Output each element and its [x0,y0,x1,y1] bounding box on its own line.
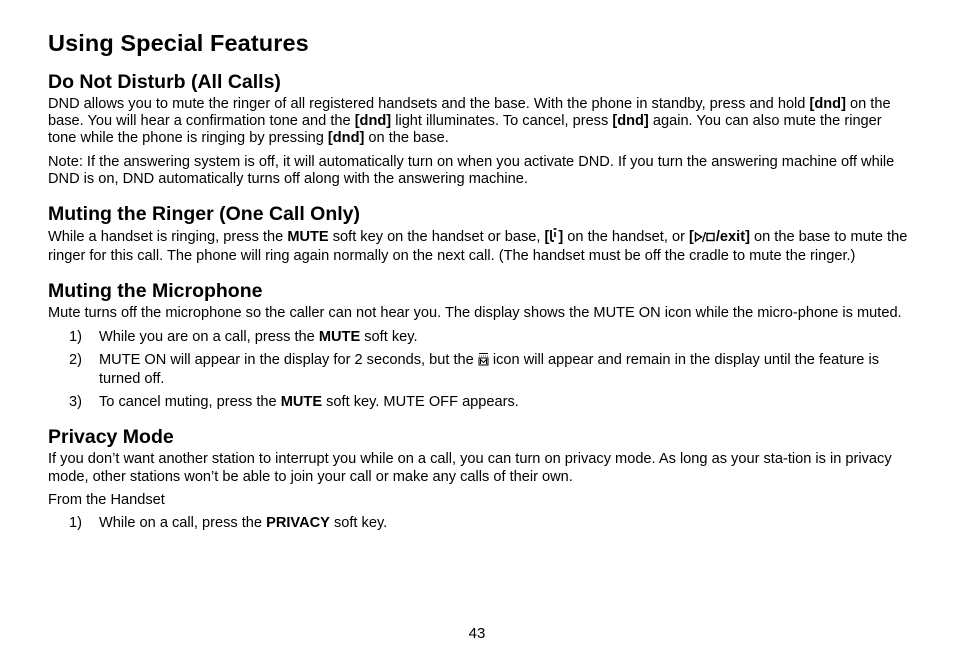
dnd-text-1: DND allows you to mute the ringer of all registered handsets and the base. With the phone in standby, press and hold [48,96,810,112]
privacy-section [48,425,908,532]
exit-label: /exit] [715,229,750,246]
dnd-key-label: [dnd] [354,113,392,130]
step-text: To cancel muting, press the [99,394,281,411]
dnd-text-4: again. You can also mute the ringer tone while the phone is ringing by pressing [48,113,882,147]
step-number: 1) [69,328,82,345]
page-number: 43 [468,625,486,642]
microphone-heading: Muting the Microphone [48,280,263,303]
dnd-text-2: on the base. You will hear a confirmation tone and the [48,96,891,130]
list-item [48,352,908,388]
dnd-heading: Do Not Disturb (All Calls) [48,71,281,93]
dnd-paragraph [48,96,908,148]
dnd-key-label: [dnd] [612,113,649,130]
ringer-exit-key [689,229,750,245]
ringer-text-4: on the base to mute the ringer for this call. The phone will ring again normally on the next call. (The handset must be off the cradle to mute the ringer.) [48,229,908,265]
bracket-open: [ [544,229,550,246]
dnd-text-3: light illuminates. To cancel, press [391,113,613,130]
ringer-section [48,202,908,265]
ringer-text-2: soft key on the handset or base, [328,229,545,246]
dnd-key-label: [dnd] [327,130,365,147]
step-text: soft key. [360,328,418,345]
step-number: 3) [69,394,82,411]
phone-ringer-icon [549,228,558,248]
microphone-section [48,279,908,411]
list-item [48,329,908,346]
privacy-subheading: From the Handset [48,491,165,508]
dnd-text-5: on the base. [364,130,449,147]
step-number: 1) [69,515,82,532]
mute-key-label: MUTE [280,394,323,411]
mute-key-label: MUTE [318,328,361,345]
step-text: soft key. MUTE OFF appears. [322,394,519,411]
bracket-open: [ [689,229,694,246]
step-number: 2) [69,351,82,368]
step-text: soft key. [329,515,388,532]
privacy-heading: Privacy Mode [48,426,174,449]
manual-page [48,28,908,546]
privacy-intro: If you don’t want another station to interrupt you while on a call, you can turn on privacy mode. As long as your sta-tion is in privacy mode, other stations won’t be able to join your call or make any calls of their own. [48,451,892,485]
ringer-text-3: on the handset, or [563,229,689,246]
play-stop-icon [694,231,716,248]
privacy-key-label: PRIVACY [266,515,330,532]
ringer-handset-key [544,229,563,245]
step-text: While on a call, press the [99,515,267,532]
privacy-steps [48,515,908,532]
dnd-note: Note: If the answering system is off, it will automatically turn on when you activate DND. If you turn the answering machine off while DND is on, DND automatically turns off along with the answering machine. [48,153,895,187]
dnd-section [48,70,908,188]
list-item [48,515,908,532]
microphone-steps [48,329,908,412]
ringer-paragraph [48,228,908,265]
step-text: While you are on a call, press the [99,328,319,345]
step-text: MUTE ON will appear in the display for 2 seconds, but the [99,351,478,368]
microphone-intro: Mute turns off the microphone so the caller can not hear you. The display shows the MUTE ON icon while the micro-phone is muted. [48,305,902,322]
step-text: icon will appear and remain in the display until the feature is turned off. [99,351,880,388]
ringer-text-1: While a handset is ringing, press the [48,229,288,246]
mute-display-icon [478,352,489,371]
ringer-heading: Muting the Ringer (One Call Only) [48,203,360,226]
mute-key-label: MUTE [287,229,329,246]
dnd-key-label: [dnd] [809,96,846,112]
bracket-close: ] [558,229,564,246]
list-item [48,394,908,411]
page-title: Using Special Features [48,30,309,56]
